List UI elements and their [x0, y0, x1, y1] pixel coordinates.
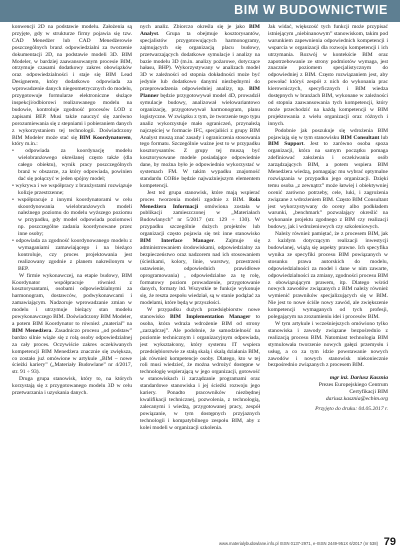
accepted-date: Przyjęto do druku: 04.05.2017 r.	[315, 406, 388, 413]
paragraph: konwencji 2D na podstawie modelu. Założenia są przyjęte, gdy w strukturze firmy pojawia się tzw. CAD Menedżer lub CAD Menedżerowie poszczególnych branż odpowiedzialni za tworzenie dokumentacji 2D, na podstawie modeli 3D. BIM Modeler, w bardziej zaawansowanym procesie BIM, otrzymuje czasami dodatkowy zakres obowiązków oraz odpowiedzialności i staje się BIM Lead Designerem, który dodatkowo odpowiada za wprowadzenie danych niegeometrycznych do modelu, przygotowuje formularze elektroniczne służące inspekcji/odbiorowi realizowanego modelu na budowie, kontroluje zgodność procesów LOD z zapisami BEP. Musi także nauczyć się zarówno porozumiewania się z stepniami i pobieraniem danych z wykorzystaniem tej technologii. Doświadczony BIM Modeler może stać się BIM Koordynatorem, który m.in.:	[12, 24, 132, 148]
paragraph: W tym artykule i wcześniejszych omówiono tylko stanowiska i zawody związane bezpośrednio z realizacją procesu BIM. Natomiast technologia BIM stymulowała tworzenie nowych gałęzi przemysłu i usług, a co za tym idzie powstawanie nowych zawodów i nowych stanowisk niekoniecznie bezpośrednio związanych z procesem BIM.	[268, 320, 388, 369]
author-signature	[268, 375, 388, 413]
list-item: • współpracuje z innymi koordynatorami w celu skoordynowania wielobranżowych modeli należnego poziomu do modelu wyższego poziomu w przypadku, gdy model odpowiada poziomowi np. poszczególne zadania koordynowane przez inne osoby;	[12, 197, 132, 238]
author-affiliation: Prezes Europejskiego Centrum	[318, 382, 388, 389]
paragraph: Należy również pamiętać, że z procesem BIM, jak z każdym dotyczącym realizacji inwestycji budowlanej, wiążą się aspekty prawne. Ich specyfika wynika ze specyfiki procesu BIM powiązanych w stosunku prawa autorskich do modelu, odpowiedzialności za model i dane w nim zawarte, odpowiedzialności za zmiany, zgodności procesu BIM z obowiązującym prawem, itp. Dlatego wśród nowych zawodów związanych z BIM należy również wymienić prawników specjalizujących się w BIM. Nie jest to nowe ściśle nowy zawód, ale zwiększenie kompetencji wymaganych od tych profesji, polegającym na zrozumieniu idei i procesów BIM.	[268, 231, 388, 321]
paragraph: Jest też grupa stanowisk, które mają wspierać proces tworzenia modeli zgodnie z BIM. Rola Menedżera Informacji omówiona została w publikacji zamieszczonej w „Materiałach Budowlanych” nr 5/2017 (str. 129 ÷ 130). W przypadku szczególnie dużych projektów lub organizacji często pojawia się też inne stanowisko BIM Interface Manager. Zajmuje się administrowaniem środowiskami, odpowiedzialny za bezpieczeństwo oraz nadzorem nad ich stosowaniem (ścieżkami, kolory, linie, warstwy, przestrzeni ustawienie, odpowiednich prawidłowe oprogramowania) , odpowiedzialne za tę rolę, formatowy poziom prowadzenie, przygotowanie danych, formaty itd. Wszystkie te funkcje wykonuje się, że reszta zespołu wiedział, są w stanie podążać za modelami, które będą w przyszłości.	[140, 189, 260, 307]
column-3	[268, 24, 388, 532]
bullet-list	[12, 148, 132, 272]
paragraph: Jak widać, większość tych funkcji może przypisać istniejącym „niebinanowym” stanowiskom, takim pod warunkiem zapewnienia odpowiednich kompetencji i wsparcia w organizacji dla rozwoju kompetencji i ich utrzymania. Rozwój w kontekście BIM oraz zapotrzebowanie ze strony podmiotów wymaga, jest znacznie poziomem specjalistycznym do odpowiedniej z BIM. Często rozwiązaniem jest, aby powołać któryś zespół z nich do wykonania prac kierowniczych, specyficznych i BIM wiedza dostępnych w branżach BIM, wykonane w zależności od stopnia zaawansowania tych kompetencji, który może przechodzić na każdą kompetencji w BIM projektowania z wielu organizacji oraz różnych i innych.	[268, 24, 388, 127]
page-number: 79	[383, 536, 396, 548]
footer-info: www.materialybudowlane.info.pl ISSN 0137-2971, e-ISSN 2449-951X 6/2017 (nr 538)	[219, 541, 378, 546]
column-1	[12, 24, 132, 532]
paragraph: W firmie wykonawczej, na etapie budowy, BIM Koordynator współpracuje również z kosztorysantami, osobami odpowiedzialnymi za harmonogram, dostawców, podwykonawcami i zamawiającym. Nadzoruje wprowadzanie zmian w modelu i utrzymuje bieżący stan modelu powykonawczego BIM. Doświadczony BIM Modeler, a potem BIM Koordynator to również „material” na BIM Menedżera. Zasadniczo procesu „od podstaw” bardzo silnie wiąże się z rolą osoby odpowiedzialnej za cały proces. Oczywiście zakres oczekiwanych kompetencji BIM Menedżera znacznie się zwiększa, co zostało już omówione w artykule „BIM – nowe ścieżki kariery” („Materiały Budowlane” nr 4/2017, str. 91 ÷ 93).	[12, 272, 132, 376]
list-item: • odpowiada za koordynację modelu wielobranżowego określanej często także (dla całego obiektu), wynik pracy poszczególnych branż w obszarze, za który odpowiada, powinien dać się połączyć w jeden spójny model;	[12, 148, 132, 183]
author-affiliation: Certyfikacji BIM	[349, 389, 388, 396]
paragraph: nych analiz. Zbiorczo określa się je jako BIM Analyst. Grupa ta obejmuje kosztorysantów, specjalistów przygotowujących harmonogramy, zajmujących się organizacją placu budowy, przetwarzających dodatkowe symulacje i analizy na bazie modelu 3D (m.in. analizy pożarowe, dotyczące hałasu, BHP). Wykorzystywany w analizach model 3D w zależności od stopnia dokładności może być jedynie lub dodatkowo danymi niezbędnymi do przeprowadzenia odpowiedniej analizy, np. BIM Planner będzie przygotowywał model 4D, prowadził symulacje budowy, analizował wielowariantowo organizację, przygotowywał harmonogram, planu logistyczne. W związku z tym, że tworzenie tego typu analiz wykorzystuje mało ograniczeń, przynależą najczęściej w formacie IFC, specjaliści z grupy BIM Analyst muszą znać zasady i ograniczenia stosowania tego formatu. Szczególnie ważne jest to w przypadku kosztorysantów. Z grupy tej muszą być kosztorysowane modele posiadające odpowiednie dane, by można było je odpowiednio wykorzystać w systemach FM. W takim wypadku znajomość standardu COBie będzie najważniejszym elementem kompetencji.	[140, 24, 260, 189]
list-item: • odpowiada za zgodność koordynowanego modelu z wymaganiami zamawiającego i na bieżąco kontroluje, czy proces projektowania jest realizowany zgodnie z planem nakreślonym w BEP.	[12, 238, 132, 273]
column-2	[140, 24, 260, 532]
page-footer	[0, 536, 400, 559]
author-email: dariusz.kasznia@ecbim.org	[325, 396, 388, 403]
list-item: • wykrywa i we współpracy z branżystami rozwiązuje kolizje przestrzenne;	[12, 183, 132, 197]
paragraph: W przypadku dużych przedsiębiorstw nowe stanowisko BIM Implementation Manager to osoba, która wdraża wdrożenie BIM od strony „zarządczej”. Ale podobnie, że samodzielność na poziomie technicznym i organizacyjnym odpowiada, jest wykształcony, który systemu IT wspiera przedsiębiorstwie ze stałą skalą i skalą działania BIM, jak również kompetencje osoby. Dlatego, kto w tej roli musi wiedzieć, że można wdrożyć dostępne w technologię wspierającą w jego organizacji, gotowość w stanowiskach ii zarządzanie programami oraz standardowe stanowiska i jej ścieżki rozwoju jego kariery. Ponadto pracowników niezbędnej kwalifikacji technicznej, pozwolenia, z technologią, zalecanymi i wiedzą, przygotowanej pracy, zespół powiązanie, w tym dostępnych przyjaznych technologii i kompatybilnego zespołu BIM, aby z kolei modeli w organizacji szkolenia.	[140, 307, 260, 431]
paragraph: Podobnie jak poszukuje się wdrożenia BIM pojawiają się w tym stanowisku BIM Consultant lub BIM Support. Jest to zarówno osoba spoza organizacji, która na samym początku pomaga zdefiniować założenia i oczekiwania osób zarządzających BIM, a potem wspiera BIM Menedżera wiedzą, pomagając mu wybrać optymalne rozwiązania w przypadku jego organizacji. Dzięki temu osoba „z zewnątrz” może łatwiej i obiektywniej ocenić zarówno potrzeby, cele, luki, i zagrożenia związane z wdrożeniem BIM. Często BIM Consultant jest wykorzystywany do oceny albo podkładem warunki, „benchmark” pozwalający określić na wykonanie projektu zgodnego z BIM czy realizacji budowy, jak i wdrożeniowych czy szkoleniowych.	[268, 127, 388, 231]
paragraph: Druga grupa stanowisk, który to, na których korzystają się z przygotowanego modelu 3D w celu przetwarzania i uzyskania danych.	[12, 376, 132, 397]
section-title: BIM W BUDOWNICTWIE	[234, 3, 388, 17]
article-body	[12, 24, 388, 532]
author-name: mgr inż. Dariusz Kasznia	[329, 375, 388, 382]
header-band	[0, 0, 400, 22]
